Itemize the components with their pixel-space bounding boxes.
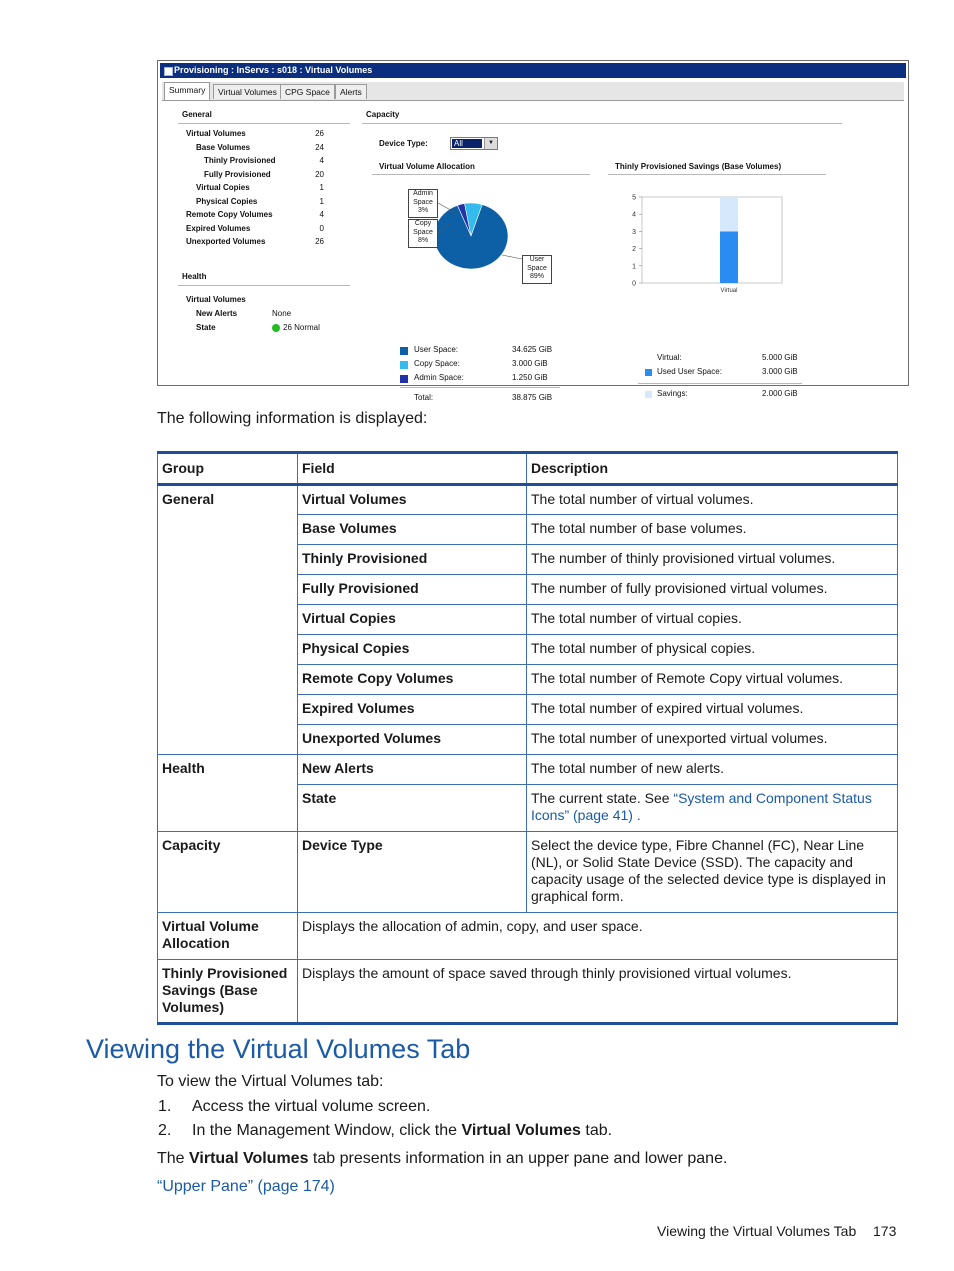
group-cell: Thinly Provisioned Savings (Base Volumes) — [158, 960, 298, 1024]
tab-alerts[interactable]: Alerts — [335, 84, 367, 99]
description-cell: Select the device type, Fibre Channel (FC), Near Line (NL), or Solid State Device (SSD). The capacity and capacity usage of the selected device type is displayed in graphical form. — [527, 832, 898, 913]
bar-used-user-space — [720, 231, 738, 283]
description-cell: The total number of expired virtual volumes. — [527, 695, 898, 725]
admin-callout-line-3: 3% — [417, 207, 429, 214]
health-divider — [178, 285, 350, 286]
legend-swatch — [400, 347, 408, 355]
field-cell: Unexported Volumes — [298, 725, 527, 755]
y-tick-label: 3 — [632, 228, 636, 236]
description-cell — [527, 785, 898, 832]
new-alerts-value: None — [272, 309, 292, 318]
step-2-number: 2. — [158, 1122, 172, 1139]
savings-heading: Thinly Provisioned Savings (Base Volumes) — [615, 162, 782, 171]
state-label: State — [196, 323, 216, 332]
copy-callout-line-2: Space — [413, 228, 433, 236]
field-cell: Virtual Copies — [298, 605, 527, 635]
general-row-label: Fully Provisioned — [204, 169, 271, 179]
y-tick-label: 2 — [632, 246, 636, 254]
step-1-text: Access the virtual volume screen. — [192, 1098, 431, 1115]
description-cell: The total number of base volumes. — [527, 515, 898, 545]
table-header-row — [158, 453, 898, 485]
para-prefix: The — [157, 1150, 190, 1167]
general-divider — [178, 123, 350, 124]
description-cell: The total number of physical copies. — [527, 635, 898, 665]
legend-value: 3.000 GiB — [512, 359, 548, 368]
savings-bar-chart — [616, 189, 816, 299]
field-cell: Expired Volumes — [298, 695, 527, 725]
page-number: 173 — [873, 1223, 897, 1239]
savings-total-value: 2.000 GiB — [762, 389, 798, 398]
savings-legend-label: Used User Space: — [657, 367, 722, 376]
legend-swatch — [400, 361, 408, 369]
y-tick-label: 4 — [632, 211, 636, 219]
field-cell: Physical Copies — [298, 635, 527, 665]
savings-total-divider — [638, 383, 802, 384]
state-desc-suffix: . — [632, 807, 641, 823]
header-field: Field — [298, 453, 527, 485]
capacity-divider — [362, 123, 842, 124]
tab-bar — [162, 82, 904, 101]
field-cell: Virtual Volumes — [298, 485, 527, 515]
window-title: Provisioning : InServs : s018 : Virtual Volumes — [174, 65, 373, 75]
allocation-total-label: Total: — [414, 393, 434, 402]
description-cell: The total number of unexported virtual volumes. — [527, 725, 898, 755]
description-cell: The total number of new alerts. — [527, 755, 898, 785]
tab-summary[interactable]: Summary — [164, 82, 210, 100]
admin-callout-line-1: Admin — [413, 190, 433, 197]
pie-leader-line — [502, 255, 522, 259]
group-cell: Health — [158, 755, 298, 832]
fields-table — [157, 451, 898, 1025]
step-2-text — [192, 1122, 612, 1140]
copy-space-callout — [408, 219, 438, 248]
status-icons-link[interactable]: “System and Component Status Icons” (page 41) — [531, 790, 872, 823]
state-value: 26 Normal — [283, 323, 320, 332]
legend-value: 34.625 GiB — [512, 345, 553, 354]
general-row-label: Expired Volumes — [186, 223, 251, 233]
legend-swatch — [400, 375, 408, 383]
device-type-label: Device Type: — [379, 139, 428, 148]
health-heading: Health — [182, 272, 207, 281]
general-row-label: Thinly Provisioned — [204, 156, 276, 165]
admin-space-callout — [408, 189, 438, 218]
legend-value: 1.250 GiB — [512, 373, 548, 382]
tab-cpg-space[interactable]: CPG Space — [280, 84, 335, 99]
header-description: Description — [527, 453, 898, 485]
savings-total-label: Savings: — [657, 389, 688, 398]
table-row — [158, 755, 898, 785]
legend-label: User Space: — [414, 345, 459, 354]
bar-savings — [720, 197, 738, 231]
tab-virtual-volumes[interactable]: Virtual Volumes — [213, 84, 282, 99]
bar-plot-area — [642, 197, 782, 283]
general-row-value: 1 — [319, 183, 324, 192]
device-type-selected-value: All — [452, 139, 482, 148]
y-tick-label: 1 — [632, 263, 636, 271]
savings-swatch — [645, 391, 652, 398]
group-cell: Virtual Volume Allocation — [158, 913, 298, 960]
state-desc-prefix: The current state. See — [531, 790, 674, 806]
description-cell: The number of fully provisioned virtual volumes. — [527, 575, 898, 605]
group-cell: General — [158, 485, 298, 755]
device-type-select[interactable] — [450, 137, 498, 150]
description-cell: The total number of virtual volumes. — [527, 485, 898, 515]
copy-callout-line-3: 8% — [417, 237, 429, 244]
window-icon — [164, 67, 173, 76]
field-cell: Base Volumes — [298, 515, 527, 545]
allocation-divider — [372, 174, 590, 175]
capacity-heading: Capacity — [366, 110, 400, 119]
field-cell: Thinly Provisioned — [298, 545, 527, 575]
savings-divider — [608, 174, 826, 175]
general-heading: General — [182, 110, 212, 119]
savings-legend-value: 3.000 GiB — [762, 367, 798, 376]
general-row-value: 0 — [319, 223, 324, 233]
user-callout-line-3: 89% — [529, 273, 544, 280]
section-paragraph — [157, 1150, 727, 1168]
y-tick-label: 0 — [632, 280, 636, 288]
allocation-heading: Virtual Volume Allocation — [379, 162, 475, 171]
field-cell: New Alerts — [298, 755, 527, 785]
general-row-value: 20 — [315, 169, 324, 179]
general-row-label: Unexported Volumes — [186, 237, 266, 246]
allocation-total-value: 38.875 GiB — [512, 393, 553, 402]
step-2-prefix: In the Management Window, click the — [192, 1122, 462, 1139]
table-row — [158, 960, 898, 1024]
description-cell: The total number of Remote Copy virtual volumes. — [527, 665, 898, 695]
para-bold: Virtual Volumes — [189, 1150, 309, 1167]
health-sub-heading: Virtual Volumes — [186, 295, 246, 304]
savings-legend-label: Virtual: — [657, 353, 682, 362]
header-group: Group — [158, 453, 298, 485]
user-space-callout — [522, 255, 552, 284]
field-cell: Remote Copy Volumes — [298, 665, 527, 695]
general-row-value: 1 — [319, 196, 324, 206]
general-row-label: Virtual Copies — [196, 183, 250, 192]
table-row — [158, 832, 898, 913]
x-category-label: Virtual — [720, 288, 738, 294]
description-cell: Displays the allocation of admin, copy, and user space. — [298, 913, 898, 960]
para-suffix: tab presents information in an upper pane and lower pane. — [308, 1150, 728, 1167]
step-2-bold: Virtual Volumes — [461, 1122, 581, 1139]
general-row-label: Base Volumes — [196, 142, 251, 152]
general-row-label: Remote Copy Volumes — [186, 210, 273, 219]
normal-status-icon — [272, 324, 280, 332]
general-row-label: Physical Copies — [196, 196, 258, 206]
step-1-number: 1. — [158, 1098, 172, 1115]
group-cell: Capacity — [158, 832, 298, 913]
description-cell: Displays the amount of space saved through thinly provisioned virtual volumes. — [298, 960, 898, 1024]
legend-label: Admin Space: — [414, 373, 464, 382]
general-row-value: 26 — [315, 129, 324, 138]
new-alerts-label: New Alerts — [196, 309, 238, 318]
table-body — [158, 485, 898, 1024]
user-callout-line-2: Space — [527, 264, 547, 272]
description-cell: The total number of virtual copies. — [527, 605, 898, 635]
footer-title: Viewing the Virtual Volumes Tab — [657, 1223, 857, 1239]
savings-legend-swatch — [645, 369, 652, 376]
copy-callout-line-1: Copy — [414, 220, 432, 227]
intro-text: The following information is displayed: — [157, 410, 428, 427]
section-heading: Viewing the Virtual Volumes Tab — [86, 1034, 471, 1064]
window-title-bar — [160, 63, 906, 78]
savings-legend-value: 5.000 GiB — [762, 353, 798, 362]
general-row-value: 4 — [319, 156, 324, 165]
screenshot-window — [157, 60, 909, 402]
field-cell: Fully Provisioned — [298, 575, 527, 605]
chevron-down-icon[interactable]: ▼ — [484, 138, 497, 149]
upper-pane-link[interactable]: “Upper Pane” (page 174) — [157, 1178, 335, 1195]
step-2-suffix: tab. — [580, 1122, 613, 1139]
table-row — [158, 913, 898, 960]
field-cell: Device Type — [298, 832, 527, 913]
table-row — [158, 485, 898, 515]
field-cell: State — [298, 785, 527, 832]
allocation-total-divider — [400, 387, 560, 388]
section-lead: To view the Virtual Volumes tab: — [157, 1073, 384, 1090]
admin-callout-line-2: Space — [413, 198, 433, 206]
legend-label: Copy Space: — [414, 359, 460, 368]
description-cell: The number of thinly provisioned virtual volumes. — [527, 545, 898, 575]
general-row-label: Virtual Volumes — [186, 129, 246, 138]
summary-pane — [162, 101, 904, 402]
general-row-value: 26 — [315, 237, 324, 246]
y-tick-label: 5 — [632, 194, 636, 202]
general-row-value: 4 — [319, 210, 324, 219]
user-callout-line-1: User — [529, 256, 545, 263]
general-row-value: 24 — [315, 142, 324, 152]
